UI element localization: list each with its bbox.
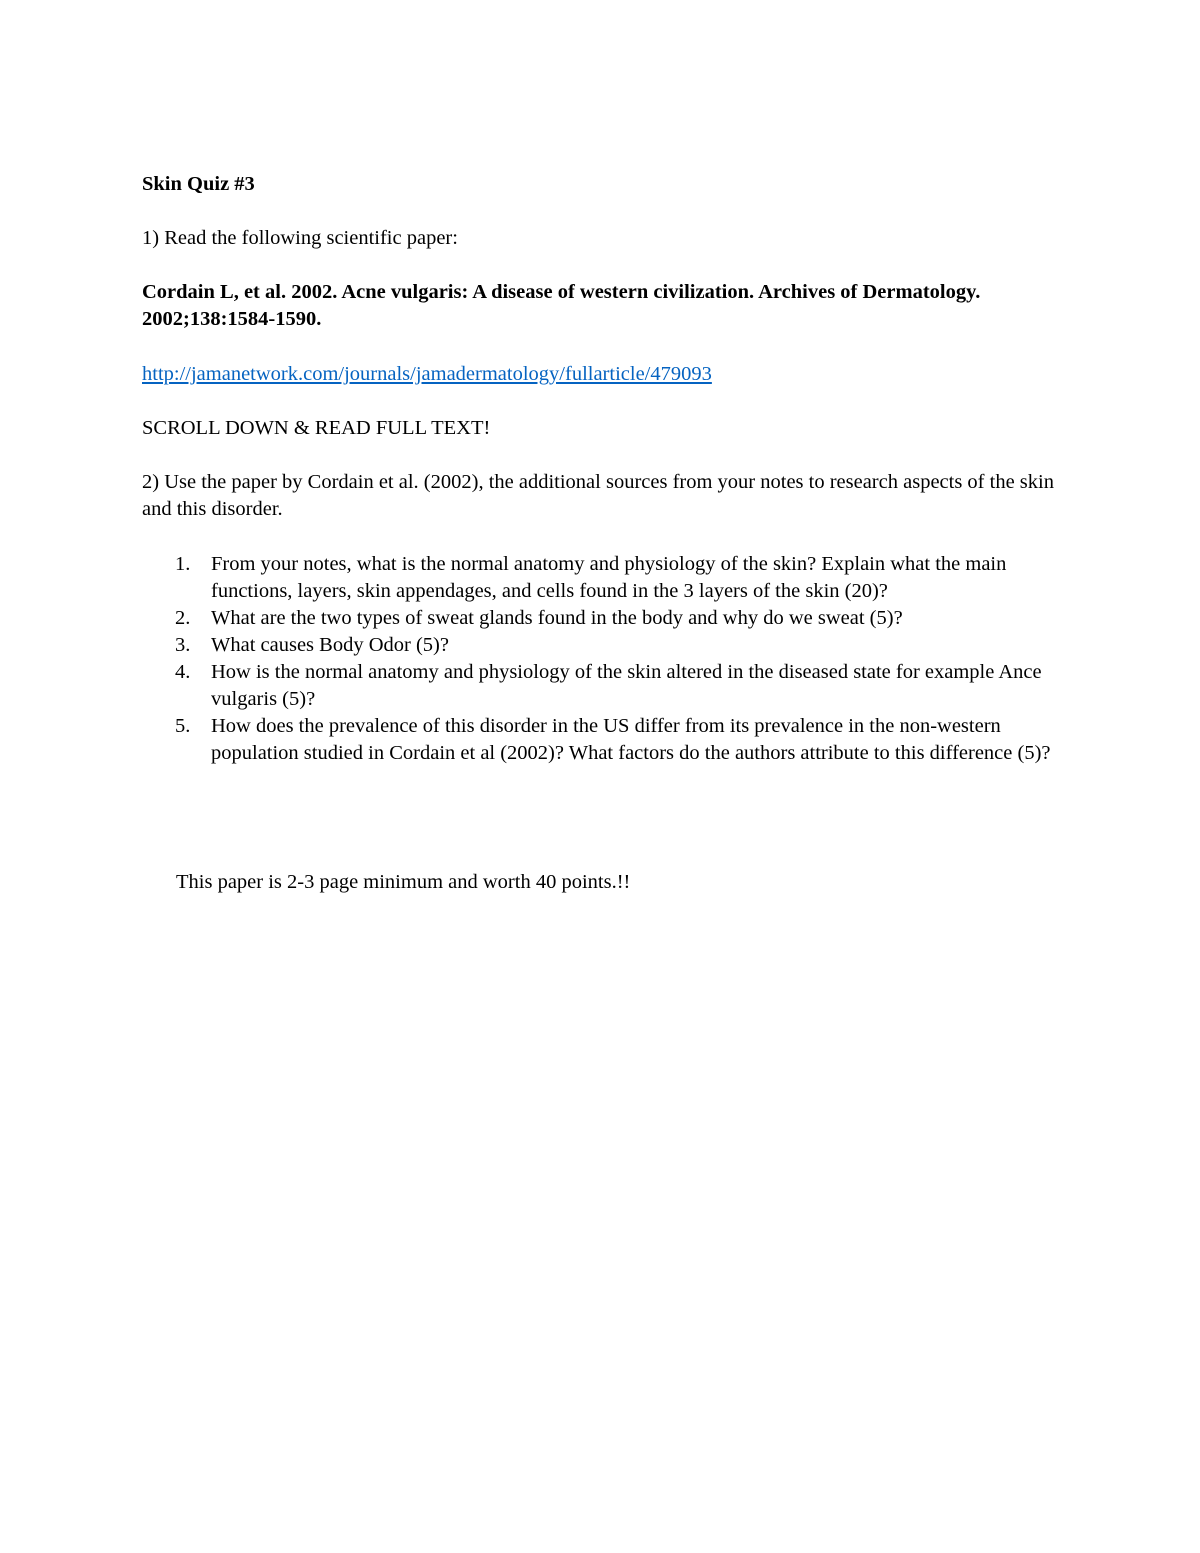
step-1-instruction: 1) Read the following scientific paper:: [142, 227, 458, 249]
scroll-down-note: SCROLL DOWN & READ FULL TEXT!: [142, 417, 491, 439]
question-number: 2.: [175, 607, 191, 629]
question-item: [142, 551, 1062, 605]
question-text: How does the prevalence of this disorder in the US differ from its prevalence in the non-western population studied in Cordain et al (2002)? What factors do the authors attribute to this difference (5)?: [211, 715, 1051, 764]
question-text: What are the two types of sweat glands found in the body and why do we sweat (5)?: [211, 607, 903, 629]
question-number: 3.: [175, 634, 191, 656]
question-number: 5.: [175, 715, 191, 737]
question-number: 4.: [175, 661, 191, 683]
paper-link[interactable]: http://jamanetwork.com/journals/jamadermatology/fullarticle/479093: [142, 363, 712, 385]
question-item: [142, 713, 1062, 767]
quiz-title: Skin Quiz #3: [142, 173, 255, 195]
closing-note: This paper is 2-3 page minimum and worth 40 points.!!: [176, 870, 631, 893]
question-list: [142, 551, 1062, 767]
question-text: From your notes, what is the normal anatomy and physiology of the skin? Explain what the main functions, layers, skin appendages, and cells found in the 3 layers of the skin (20)?: [211, 553, 1007, 602]
step-2-instruction: 2) Use the paper by Cordain et al. (2002), the additional sources from your notes to research aspects of the skin and this disorder.: [142, 471, 1054, 520]
question-text: What causes Body Odor (5)?: [211, 634, 449, 656]
question-text: How is the normal anatomy and physiology of the skin altered in the diseased state for example Ance vulgaris (5)?: [211, 661, 1042, 710]
question-number: 1.: [175, 553, 191, 575]
question-item: [142, 659, 1062, 713]
paper-citation: Cordain L, et al. 2002. Acne vulgaris: A disease of western civilization. Archives of Dermatology. 2002;138:1584-1590.: [142, 281, 981, 330]
question-item: [142, 605, 1062, 632]
question-item: [142, 632, 1062, 659]
